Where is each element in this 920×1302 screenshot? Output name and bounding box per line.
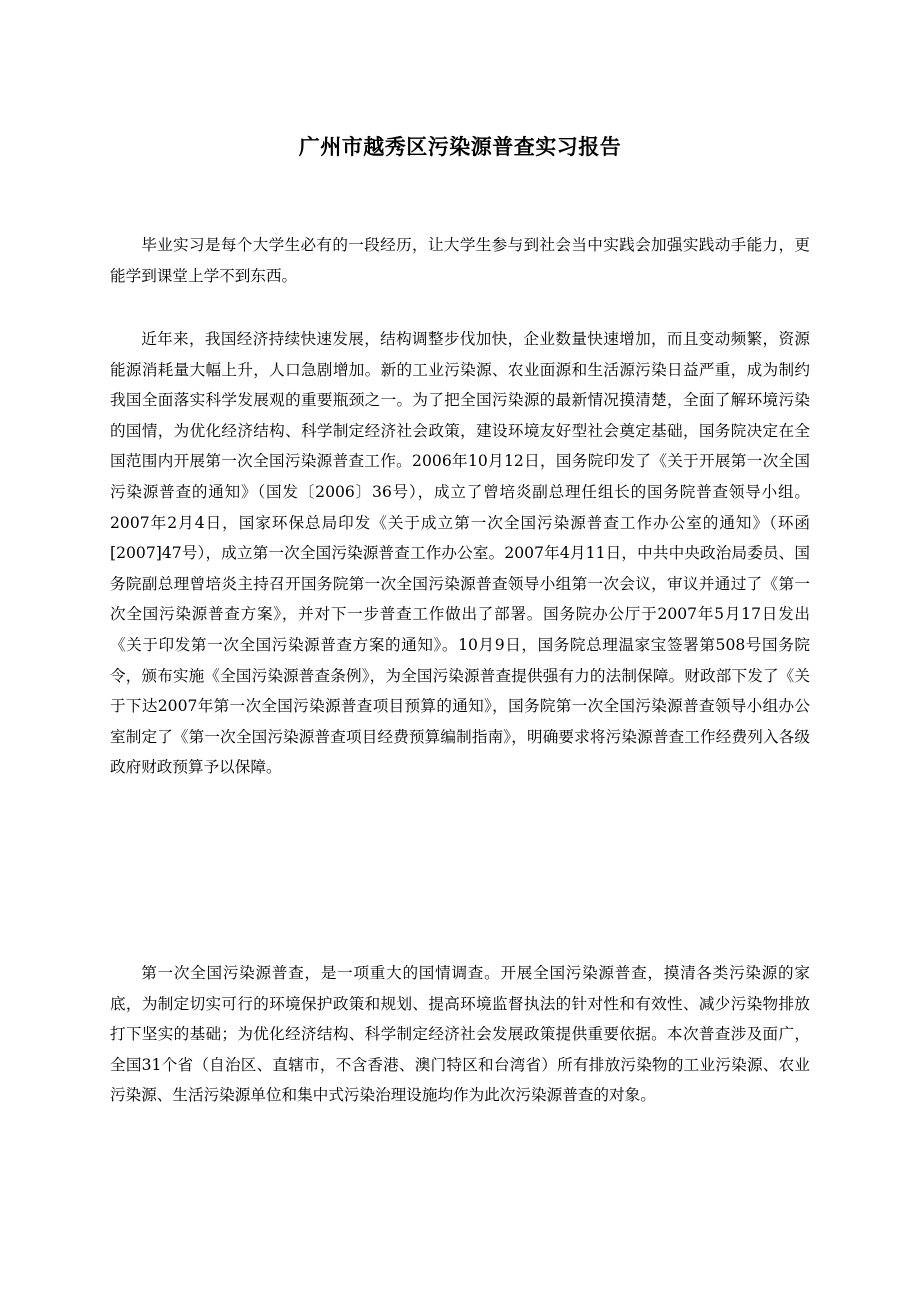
paragraph-3: 第一次全国污染源普查，是一项重大的国情调查。开展全国污染源普查，摸清各类污染源的家底，为制定切实可行的环境保护政策和规划、提高环境监督执法的针对性和有效性、减少污染物排放打下坚实的基础；为优化经济结构、科学制定经济社会发展政策提供重要依据。本次普查涉及面广，全国31个省（自治区、直辖市，不含香港、澳门特区和台湾省）所有排放污染物的工业污染源、农业污染源、生活污染源单位和集中式污染治理设施均作为此次污染源普查的对象。 (110, 964, 810, 1105)
paragraph-1: 毕业实习是每个大学生必有的一段经历，让大学生参与到社会当中实践会加强实践动手能力，更能学到课堂上学不到东西。 (110, 236, 810, 285)
paragraph-2: 近年来，我国经济持续快速发展，结构调整步伐加快，企业数量快速增加，而且变动频繁，资源能源消耗量大幅上升，人口急剧增加。新的工业污染源、农业面源和生活源污染日益严重，成为制约我国全面落实科学发展观的重要瓶颈之一。为了把全国污染源的最新情况摸清楚，全面了解环境污染的国情，为优化经济结构、科学制定经济社会政策，建设环境友好型社会奠定基础，国务院决定在全国范围内开展第一次全国污染源普查工作。2006年10月12日，国务院印发了《关于开展第一次全国污染源普查的通知》（国发〔2006〕36号），成立了曾培炎副总理任组长的国务院普查领导小组。2007年2月4日，国家环保总局印发《关于成立第一次全国污染源普查工作办公室的通知》（环函[2007]47号），成立第一次全国污染源普查工作办公室。2007年4月11日，中共中央政治局委员、国务院副总理曾培炎主持召开国务院第一次全国污染源普查领导小组第一次会议，审议并通过了《第一次全国污染源普查方案》，并对下一步普查工作做出了部署。国务院办公厅于2007年5月17日发出《关于印发第一次全国污染源普查方案的通知》。10月9日，国务院总理温家宝签署第508号国务院令，颁布实施《全国污染源普查条例》，为全国污染源普查提供强有力的法制保障。财政部下发了《关于下达2007年第一次全国污染源普查项目预算的通知》，国务院第一次全国污染源普查领导小组办公室制定了《第一次全国污染源普查项目经费预算编制指南》，明确要求将污染源普查工作经费列入各级政府财政预算予以保障。 (110, 330, 810, 777)
document-title: 广州市越秀区污染源普查实习报告 (298, 134, 622, 160)
